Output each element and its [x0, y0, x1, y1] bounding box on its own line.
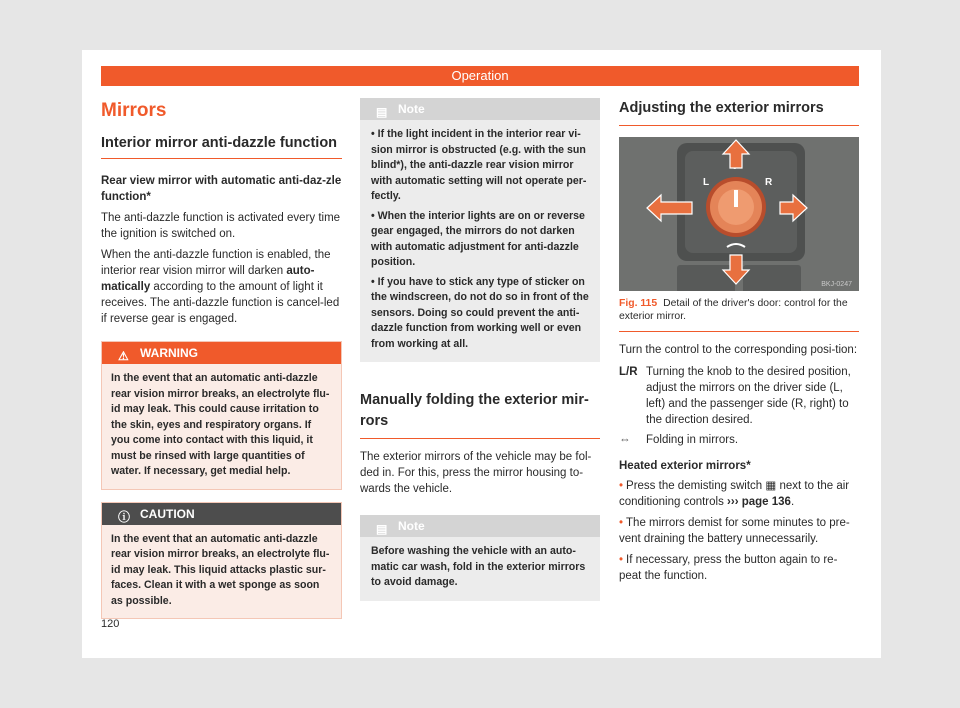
note-item: • If you have to stick any type of sticker on the windscreen, do not do so in front of the sensors. Doing so could prevent the anti-dazzle function from working well or even from working at all. [371, 275, 589, 350]
note-box [360, 98, 600, 362]
demist-switch-icon: ▦ [765, 480, 777, 492]
paragraph: When the anti-dazzle function is enabled, the interior rear vision mirror will darken auto-matically according to the amount of light it receives. The anti-dazzle function is cancel-led if reverse gear is engaged. [101, 249, 340, 325]
column-left [101, 98, 342, 619]
definition-key: L/R [619, 366, 638, 378]
paragraph: Turn the control to the corresponding posi-tion: [619, 344, 858, 356]
figure-caption: Fig. 115 Detail of the driver's door: control for the exterior mirror. [619, 297, 859, 332]
list-item: • Press the demisting switch ▦ next to the air conditioning controls ››› page 136. [619, 480, 850, 508]
section-title: Adjusting the exterior mirrors [619, 98, 859, 126]
page-header: Operation [101, 66, 859, 86]
list-item: • If necessary, press the button again to re-peat the function. [619, 554, 838, 582]
definition-text: Turning the knob to the desired position, adjust the mirrors on the driver side (L, left) and the passenger side (R, right) to the direction desired. [646, 366, 851, 426]
section-title: Interior mirror anti-dazzle function [101, 134, 342, 159]
note-header: ▤ Note [360, 515, 600, 537]
section-title: Manually folding the exterior mir-rors [360, 390, 600, 439]
warning-header: ⚠ WARNING [102, 342, 341, 364]
column-middle [360, 98, 600, 601]
mirror-control-illustration [619, 137, 859, 291]
caution-header: ⓘ CAUTION [102, 503, 341, 525]
note-box [360, 515, 600, 601]
definition-row [619, 364, 859, 428]
note-icon: ▤ [376, 522, 388, 536]
definition-row [619, 432, 859, 448]
definition-text: Folding in mirrors. [646, 434, 739, 446]
knob-label-right: R [765, 177, 773, 188]
subheading: Heated exterior mirrors* [619, 460, 751, 472]
column-right [619, 98, 859, 584]
page-title: Mirrors [101, 100, 167, 121]
fold-mirror-icon: ⇔ [619, 434, 631, 446]
caution-box [101, 502, 342, 620]
knob-label-left: L [703, 177, 710, 188]
info-circle-icon: ⓘ [118, 509, 131, 524]
page-reference-link[interactable]: ››› page 136 [727, 496, 791, 508]
warning-box [101, 341, 342, 490]
note-header: ▤ Note [360, 98, 600, 120]
figure-code: BKJ-0247 [821, 281, 852, 288]
warning-text: In the event that an automatic anti-dazzle rear vision mirror breaks, an electrolyte flu-id may leak. This could cause irritation to the skin, eyes and respiratory organs. If you come into contact with this liquid, it must be rinsed with large quantities of water. If necessary, get medial help. [111, 372, 330, 477]
paragraph: The exterior mirrors of the vehicle may be fol-ded in. For this, press the mirror housing to-wards the vehicle. [360, 451, 592, 495]
paragraph: The anti-dazzle function is activated every time the ignition is switched on. [101, 212, 341, 240]
list-item: • The mirrors demist for some minutes to pre-vent draining the battery unnecessarily. [619, 517, 850, 545]
note-item: • If the light incident in the interior rear vi-sion mirror is obstructed (e.g. with the sun blind*), the anti-dazzle rear vision mirror with automatic setting will not operate per-fectly. [371, 128, 587, 202]
note-icon: ▤ [376, 105, 388, 119]
mirror-control-figure [619, 137, 859, 291]
lead-paragraph: Rear view mirror with automatic anti-daz-zle function* [101, 175, 342, 203]
warning-triangle-icon: ⚠ [118, 349, 129, 363]
page-number: 120 [101, 618, 120, 630]
note-item: • When the interior lights are on or reverse gear engaged, the mirrors do not darken with automatic adjustment for anti-dazzle position. [371, 209, 585, 268]
caution-text: In the event that an automatic anti-dazzle rear vision mirror breaks, an electrolyte flu-id may leak. This liquid attacks plastic sur-faces. Clean it with a wet sponge as soon as possible. [111, 532, 330, 607]
note-text: Before washing the vehicle with an auto-matic car wash, fold in the exterior mirrors to avoid damage. [371, 545, 586, 588]
